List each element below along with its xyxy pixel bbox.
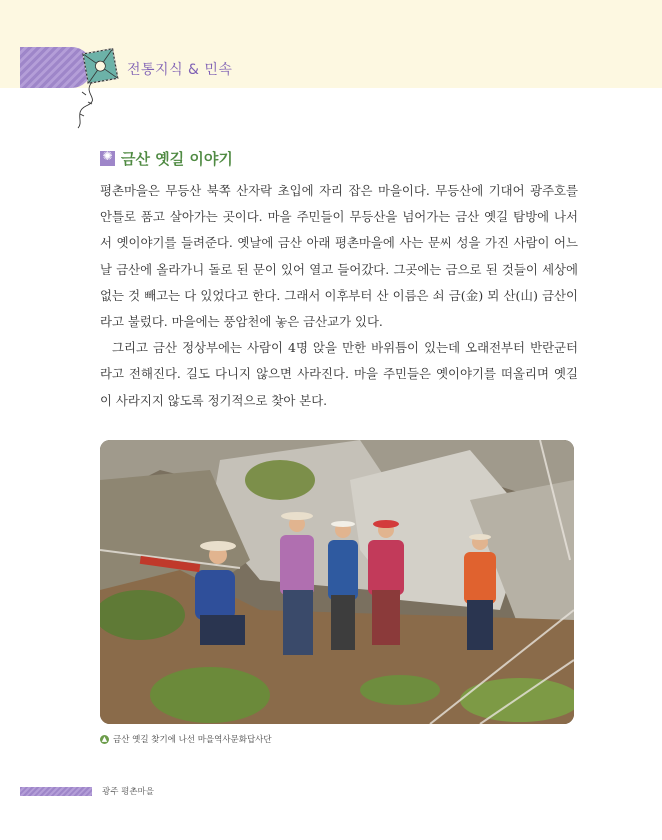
photo-caption	[100, 733, 272, 745]
article-body	[100, 178, 578, 414]
section-title: 전통지식 & 민속	[127, 62, 233, 78]
footer-bar	[20, 787, 92, 796]
heading-text: 금산 옛길 이야기	[121, 150, 233, 168]
hiker-3	[328, 521, 358, 650]
paragraph-1: 평촌마을은 무등산 북쪽 산자락 초입에 자리 잡은 마을이다. 무등산에 기대어 광주호를 안틀로 품고 살아가는 곳이다. 마을 주민들이 무등산을 넘어가는 금산 옛길 탐방에 나서서 옛이야기를 들려준다. 옛날에 금산 아래 평촌마을에 사는 문씨 성을 가진 사람이 어느 날 금산에 올라가니 돌로 된 문이 있어 열고 들어갔다. 그곳에는 금으로 된 것들이 세상에 없는 것 빼고는 다 있었다고 한다. 그래서 이후부터 산 이름은 쇠 금(金) 뫼 산(山) 금산이라고 불렀다. 마을에는 풍암천에 놓은 금산교가 있다.	[100, 183, 578, 330]
footer-page-label: 광주 평촌마을	[102, 787, 154, 797]
photo-illustration	[100, 440, 574, 724]
sun-icon	[100, 151, 115, 166]
kite-icon	[72, 44, 142, 129]
paragraph-2: 그리고 금산 정상부에는 사람이 4명 앉을 만한 바위틈이 있는데 오래전부터 반란군터라고 전해진다. 길도 다니지 않으면 사라진다. 마을 주민들은 옛이야기를 떠올리며 옛길이 사라지지 않도록 정기적으로 찾아 본다.	[100, 340, 578, 408]
article-heading	[100, 148, 233, 169]
hiking-photo	[100, 440, 574, 724]
caption-text: 금산 옛길 찾기에 나선 마을역사문화답사단	[113, 735, 272, 745]
caption-arrow-icon: ▲	[101, 734, 108, 743]
